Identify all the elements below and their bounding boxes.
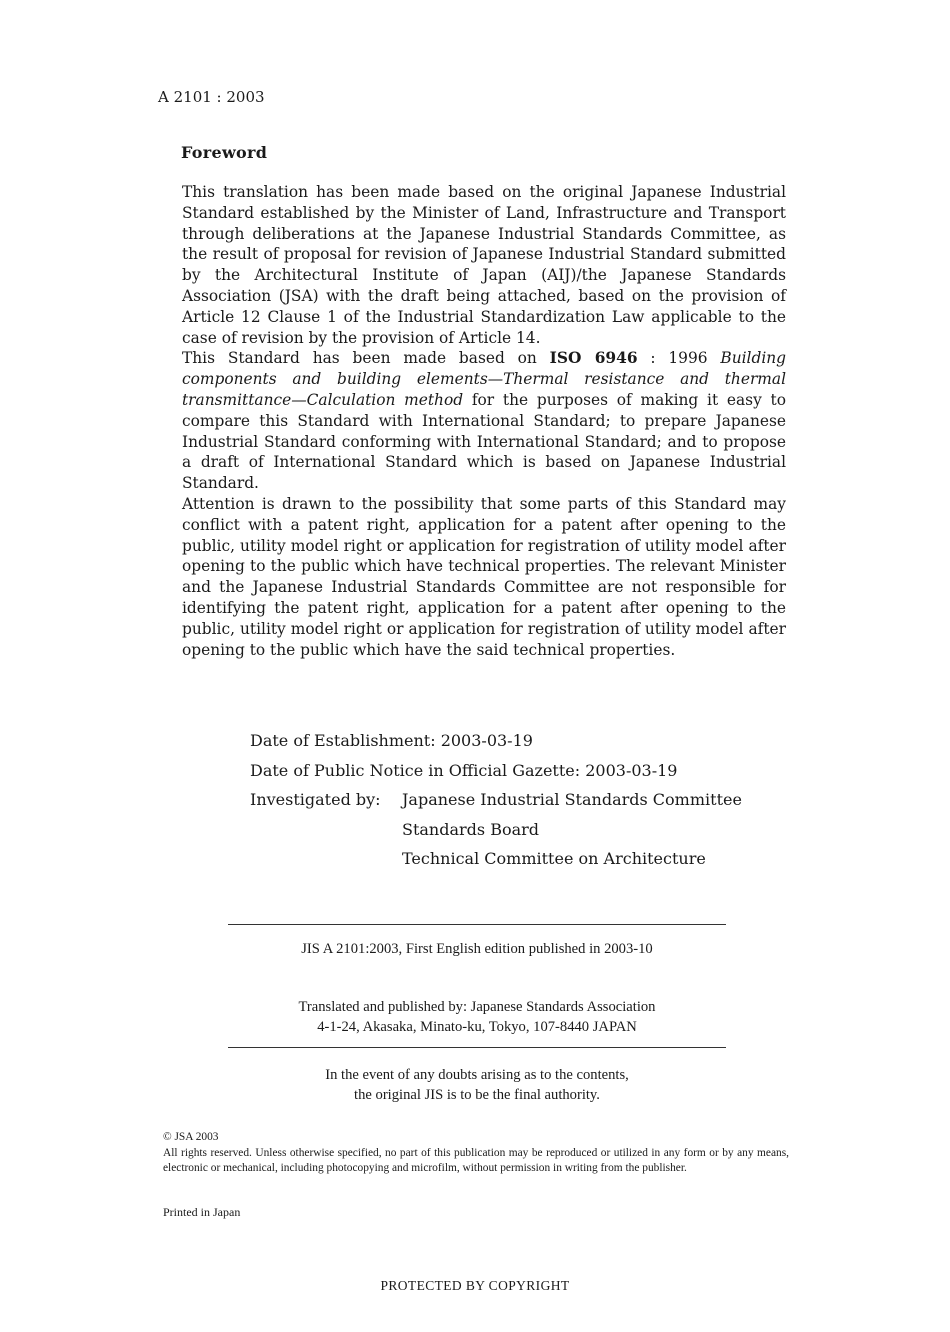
investigated-label: Investigated by: — [250, 790, 381, 809]
iso-reference: ISO 6946 — [549, 349, 638, 368]
publisher-block — [228, 998, 726, 1037]
edition-line: JIS A 2101:2003, First English edition published in 2003-10 — [301, 941, 653, 957]
investigator-1: Japanese Industrial Standards Committee — [402, 790, 742, 809]
foreword-paragraph-3: Attention is drawn to the possibility that some parts of this Standard may conflict with a patent right, application for a patent after opening to the public, utility model right or application for registration of utility model after opening to the public which have technical properties. The relevant Minister and the Japanese Industrial Standards Committee are not responsible for identifying the patent right, application for a patent after opening to the public, utility model right or application for registration of utility model after opening to the public which have the said technical properties. — [182, 494, 786, 659]
printed-in: Printed in Japan — [163, 1205, 241, 1219]
document-id: A 2101 : 2003 — [158, 88, 265, 106]
iso-year: : 1996 — [637, 349, 721, 368]
investigator-2: Standards Board — [402, 819, 540, 839]
foreword-heading: Foreword — [181, 143, 268, 162]
p2-prefix: This Standard has been made based on — [182, 349, 550, 368]
publisher-address: 4-1-24, Akasaka, Minato-ku, Tokyo, 107-8440 JAPAN — [317, 1018, 637, 1035]
translated-by: Translated and published by: Japanese Standards Association — [298, 999, 656, 1015]
authority-line-1: In the event of any doubts arising as to the contents, — [325, 1067, 629, 1083]
copyright-block — [163, 1130, 789, 1177]
copyright-notice: © JSA 2003 — [163, 1131, 219, 1143]
establishment-date: Date of Establishment: 2003-03-19 — [250, 731, 533, 750]
authority-note — [228, 1066, 726, 1105]
foreword-paragraph-2 — [182, 348, 786, 494]
investigator-3: Technical Committee on Architecture — [402, 849, 706, 868]
authority-line-2: the original JIS is to be the final authority. — [354, 1086, 600, 1103]
p2-suffix: for the purposes of making it easy to compare this Standard with International Standard; to prepare Japanese Industrial Standard conforming with International Standard; and to propose a draft of International Standard which is based on Japanese Industrial Standard. — [182, 390, 786, 493]
divider-top — [228, 924, 726, 925]
gazette-date: Date of Public Notice in Official Gazette: 2003-03-19 — [250, 760, 678, 780]
divider-bottom — [228, 1047, 726, 1048]
iso-title: Building components and building elements—Thermal resistance and thermal transmittance—Calculation method — [182, 349, 787, 409]
rights-statement: All rights reserved. Unless otherwise specified, no part of this publication may be reproduced or utilized in any form or by any means, electronic or mechanical, including photocopying and microfilm, without permission in writing from the publisher. — [163, 1146, 789, 1174]
foreword-paragraph-1: This translation has been made based on the original Japanese Industrial Standard established by the Minister of Land, Infrastructure and Transport through deliberations at the Japanese Industrial Standards Committee, as the result of proposal for revision of Japanese Industrial Standard submitted by the Architectural Institute of Japan (AIJ)/the Japanese Standards Association (JSA) with the draft being attached, based on the provision of Article 12 Clause 1 of the Industrial Standardization Law applicable to the case of revision by the provision of Article 14. — [182, 183, 786, 347]
dates-block — [250, 726, 742, 874]
foreword-body — [182, 182, 786, 660]
investigated-row — [250, 785, 742, 815]
protected-footer: PROTECTED BY COPYRIGHT — [380, 1278, 570, 1293]
